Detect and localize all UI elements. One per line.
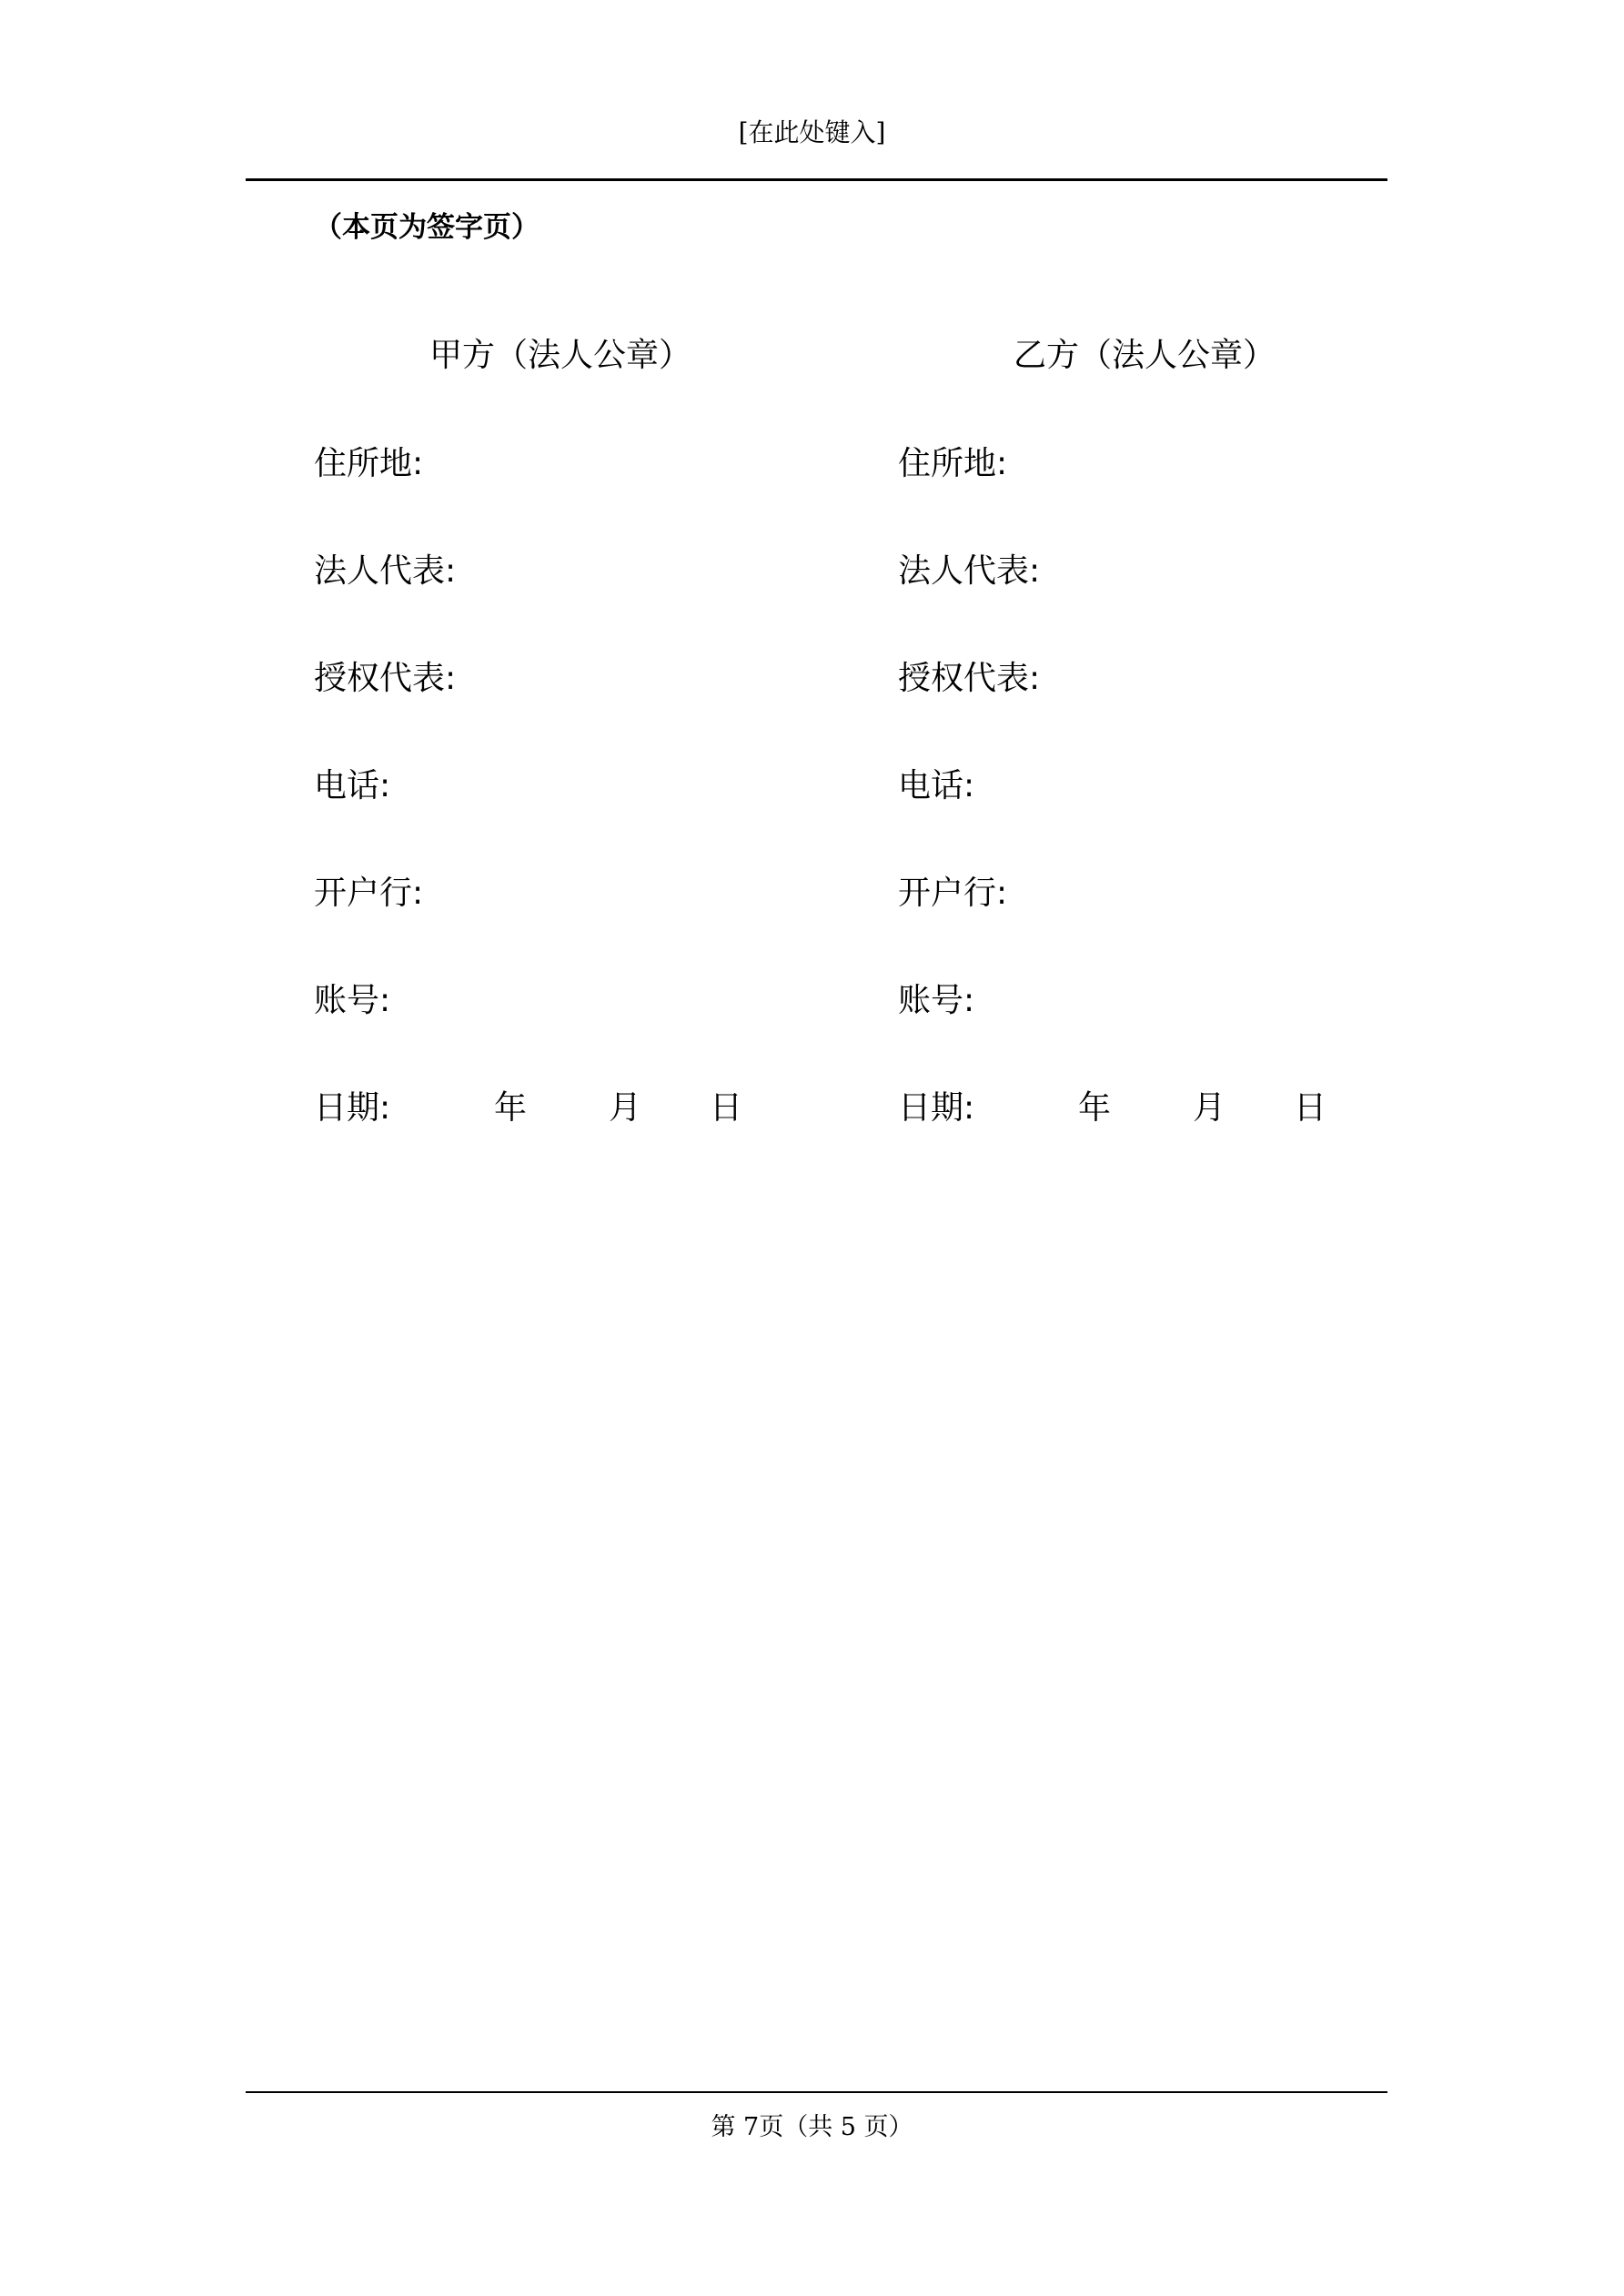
party-a-account-label: 账号: bbox=[314, 982, 391, 1019]
party-a-column bbox=[314, 437, 823, 1136]
party-a-phone-label: 电话: bbox=[314, 767, 391, 804]
page-header-text: [在此处键入] bbox=[738, 117, 886, 147]
party-a-legal-rep-label: 法人代表: bbox=[314, 552, 457, 590]
party-a-date-row bbox=[314, 1081, 823, 1136]
party-a-authorized-rep-label: 授权代表: bbox=[314, 660, 457, 697]
party-a-address-label: 住所地: bbox=[314, 445, 424, 482]
party-b-bank-label: 开户行: bbox=[898, 875, 1008, 912]
party-b-date-row bbox=[898, 1081, 1407, 1136]
party-b-account-label: 账号: bbox=[898, 982, 975, 1019]
header-divider bbox=[246, 178, 1387, 181]
party-b-address-label: 住所地: bbox=[898, 445, 1008, 482]
party-b-legal-rep-label: 法人代表: bbox=[898, 552, 1041, 590]
party-a-date-month: 月 bbox=[609, 1089, 642, 1127]
footer-divider bbox=[246, 2091, 1387, 2093]
party-a-bank-label: 开户行: bbox=[314, 875, 424, 912]
party-b-title: 乙方（法人公章） bbox=[1014, 337, 1276, 374]
party-b-column bbox=[898, 437, 1407, 1136]
party-a-date-day: 日 bbox=[710, 1089, 743, 1127]
signature-page-note: （本页为签字页） bbox=[314, 211, 540, 244]
party-b-date-month: 月 bbox=[1193, 1089, 1226, 1127]
party-b-phone-label: 电话: bbox=[898, 767, 975, 804]
party-b-date-label: 日期: bbox=[898, 1089, 975, 1127]
party-a-title: 甲方（法人公章） bbox=[429, 337, 692, 374]
party-b-date-day: 日 bbox=[1294, 1089, 1327, 1127]
party-b-authorized-rep-label: 授权代表: bbox=[898, 660, 1041, 697]
party-a-date-year: 年 bbox=[494, 1089, 528, 1127]
page-number-footer: 第 7页（共 5 页） bbox=[711, 2113, 913, 2141]
party-a-date-label: 日期: bbox=[314, 1089, 391, 1127]
party-b-date-year: 年 bbox=[1078, 1089, 1112, 1127]
